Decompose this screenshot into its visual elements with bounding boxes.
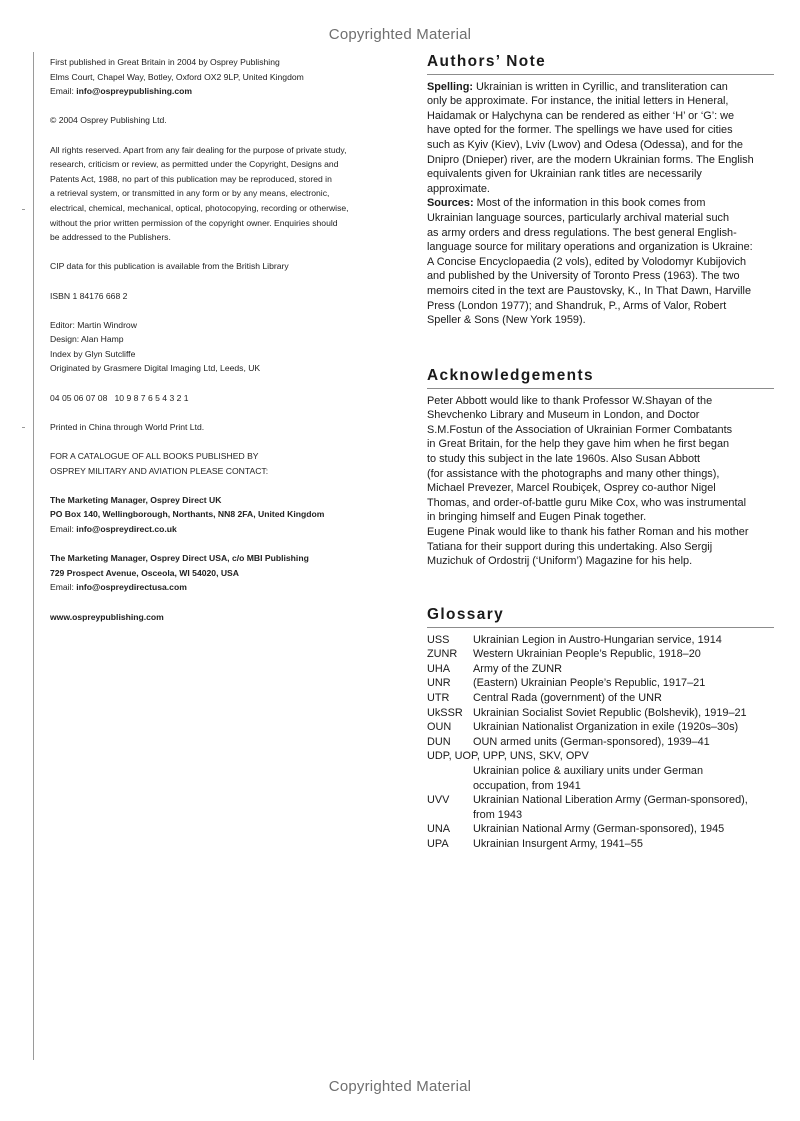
glossary-definition: Ukrainian National Army (German-sponsored), 1945 [473, 823, 725, 836]
credit-line: Index by Glyn Sutcliffe [50, 348, 136, 359]
glossary-row [427, 647, 774, 662]
glossary-term: UVV [427, 794, 450, 807]
credit-line: Editor: Martin Windrow [50, 319, 137, 330]
sources-para-line: Speller & Sons (New York 1959). [427, 314, 586, 327]
website-link[interactable]: www.ospreypublishing.com [50, 611, 164, 622]
spelling-para-line: Dnipro (Dnieper) river, are the modern Ukrainian forms. The English [427, 153, 754, 166]
sources-para-line: A Concise Encyclopaedia (2 vols), edited by Volodomyr Kubijovich [427, 255, 747, 268]
crop-mark [22, 209, 25, 210]
ack-line: Peter Abbott would like to thank Professor W.Shayan of the [427, 394, 713, 407]
glossary-row [427, 735, 774, 750]
authors-note-heading: Authors’ Note [427, 55, 774, 75]
spelling-para-line: Haidamak or Halychyna can be rendered as either ‘H’ or ‘G’: we [427, 109, 735, 122]
uk-contact-address: PO Box 140, Wellingborough, Northants, NN8 2FA, United Kingdom [50, 509, 325, 520]
copyright-line: © 2004 Osprey Publishing Ltd. [50, 115, 167, 126]
spelling-para-line: such as Kyiv (Kiev), Lviv (Lwov) and Odesa (Odessa), and for the [427, 138, 743, 151]
spelling-para-line: equivalents given for Ukrainian rank titles are necessarily [427, 168, 702, 181]
credit-line: Design: Alan Hamp [50, 334, 124, 345]
ack-line: Michael Prevezer, Marcel Roubiçek, Osprey co-author Nigel [427, 482, 716, 495]
glossary-term: UPA [427, 837, 449, 850]
catalogue-line: OSPREY MILITARY AND AVIATION PLEASE CONTACT: [50, 465, 269, 476]
ack-line: Eugene Pinak would like to thank his father Roman and his mother [427, 525, 749, 538]
ack-line: Tatiana for their support during this undertaking. Also Sergij [427, 540, 713, 553]
usa-email[interactable]: info@ospreydirectusa.com [76, 582, 187, 593]
glossary-term: UHA [427, 662, 450, 675]
rights-line: a retrieval system, or transmitted in any form or by any means, electronic, [50, 188, 330, 199]
publisher-email[interactable]: info@ospreypublishing.com [76, 86, 193, 97]
print-run-line: 04 05 06 07 08 10 9 8 7 6 5 4 3 2 1 [50, 392, 189, 403]
sources-para-line: memoirs cited in the text are Paustovsky, K., In That Dawn, Harville [427, 284, 752, 297]
glossary-term: USS [427, 633, 450, 646]
sources-para-line: as army orders and dress regulations. The best general English- [427, 226, 737, 239]
uk-contact-name: The Marketing Manager, Osprey Direct UK [50, 494, 222, 505]
watermark-top: Copyrighted Material [328, 26, 472, 43]
spelling-label: Spelling: [427, 80, 473, 93]
usa-email-line: Email: info@ospreydirectusa.com [50, 582, 187, 593]
glossary-definition: Ukrainian National Liberation Army (German-sponsored), [473, 794, 748, 807]
uk-email-line: Email: info@ospreydirect.co.uk [50, 524, 177, 534]
rights-line: All rights reserved. Apart from any fair dealing for the purpose of private study, [50, 144, 347, 155]
sources-para-line: language source for military operations and organization is Ukraine: [427, 241, 753, 254]
credit-line: Originated by Grasmere Digital Imaging Ltd, Leeds, UK [50, 363, 261, 374]
ack-line: Muzichuk of Ordostrij (‘Uniform’) Magazine for his help. [427, 555, 693, 568]
glossary-term: OUN [427, 721, 452, 734]
publisher-email-line: Email: info@ospreypublishing.com [50, 86, 193, 97]
glossary-section [427, 608, 774, 852]
sources-para-line: Sources: Most of the information in this book comes from [427, 197, 706, 210]
glossary-term: DUN [427, 735, 451, 748]
rights-line: Patents Act, 1988, no part of this publication may be reproduced, stored in [50, 173, 332, 184]
sources-label: Sources: [427, 197, 474, 210]
publisher-line: Elms Court, Chapel Way, Botley, Oxford OX2 9LP, United Kingdom [50, 71, 304, 82]
spelling-para-line: approximate. [427, 182, 490, 195]
glossary-term: UNR [427, 677, 451, 690]
publisher-line: First published in Great Britain in 2004 by Osprey Publishing [50, 57, 280, 67]
rights-line: without the prior written permission of the copyright owner. Enquiries should [50, 217, 338, 228]
crop-mark [22, 427, 25, 428]
rights-line: electrical, chemical, mechanical, optical, photocopying, recording or otherwise, [50, 202, 349, 213]
watermark-bottom: Copyrighted Material [328, 1078, 472, 1095]
spelling-para-line: Spelling: Ukrainian is written in Cyrillic, and transliteration can [427, 80, 728, 93]
sources-para-line: and published by the University of Toronto Press (1963). The two [427, 270, 740, 283]
spelling-para-line: only be approximate. For instance, the initial letters in Heneral, [427, 95, 729, 108]
glossary-definition: Ukrainian Insurgent Army, 1941–55 [473, 837, 643, 850]
glossary-row [427, 691, 774, 706]
glossary-definition: OUN armed units (German-sponsored), 1939–41 [473, 735, 710, 748]
glossary-row [427, 676, 774, 691]
glossary-term: UDP, UOP, UPP, UNS, SKV, OPV [427, 750, 589, 763]
glossary-heading: Glossary [427, 608, 774, 628]
isbn-line: ISBN 1 84176 668 2 [50, 290, 128, 301]
ack-line: in bringing himself and Eugen Pinak together. [427, 511, 647, 524]
glossary-term: UkSSR [427, 706, 463, 719]
glossary-definition: Western Ukrainian People’s Republic, 1918–20 [473, 648, 701, 661]
glossary-definition: Central Rada (government) of the UNR [473, 691, 662, 704]
glossary-row [427, 822, 774, 837]
authors-note-section [427, 55, 774, 328]
glossary-row [427, 720, 774, 735]
rights-line: be addressed to the Publishers. [50, 232, 171, 243]
glossary-definition: Ukrainian police & auxiliary units under German [473, 764, 704, 777]
glossary-definition: Ukrainian Nationalist Organization in exile (1920s–30s) [473, 721, 739, 734]
acknowledgements-heading: Acknowledgements [427, 369, 774, 389]
glossary-definition: (Eastern) Ukrainian People’s Republic, 1917–21 [473, 677, 706, 690]
glossary-row [427, 837, 774, 852]
cip-line: CIP data for this publication is available from the British Library [50, 261, 289, 272]
spelling-para-line: have opted for the former. The spellings we have used for cities [427, 124, 733, 137]
rights-line: research, criticism or review, as permitted under the Copyright, Designs and [50, 159, 339, 170]
glossary-row [427, 633, 774, 648]
glossary-term: UNA [427, 823, 450, 836]
ack-line: Shevchenko Library and Museum in London, and Doctor [427, 409, 700, 422]
glossary-definition: from 1943 [473, 808, 523, 821]
ack-line: Thomas, and order-of-battle guru Mike Cox, who was instrumental [427, 496, 746, 509]
glossary-row [427, 662, 774, 677]
usa-contact-name: The Marketing Manager, Osprey Direct USA, c/o MBI Publishing [50, 553, 309, 564]
imprint-column [50, 55, 400, 624]
usa-contact-address: 729 Prospect Avenue, Osceola, WI 54020, USA [50, 567, 239, 578]
glossary-definition: Army of the ZUNR [473, 662, 562, 675]
margin-rule [33, 52, 34, 1060]
uk-email[interactable]: info@ospreydirect.co.uk [76, 524, 177, 534]
glossary-definition: Ukrainian Legion in Austro-Hungarian service, 1914 [473, 633, 722, 646]
sources-para-line: Press (London 1977); and Shandruk, P., Arms of Valor, Robert [427, 299, 727, 312]
sources-para-line: Ukrainian language sources, particularly archival material such [427, 211, 730, 224]
glossary-definition: Ukrainian Socialist Soviet Republic (Bolshevik), 1919–21 [473, 706, 747, 719]
printed-line: Printed in China through World Print Ltd. [50, 421, 205, 432]
catalogue-line: FOR A CATALOGUE OF ALL BOOKS PUBLISHED BY [50, 451, 259, 462]
glossary-definition: occupation, from 1941 [473, 779, 581, 792]
ack-line: to study this subject in the late 1960s. Also Susan Abbott [427, 452, 701, 465]
glossary-row [427, 706, 774, 721]
acknowledgements-section [427, 369, 774, 569]
ack-line: (for assistance with the photographs and many other things), [427, 467, 720, 480]
glossary-row [427, 793, 774, 808]
ack-line: S.M.Fostun of the Association of Ukrainian Former Combatants [427, 423, 733, 436]
glossary-term: ZUNR [427, 648, 458, 661]
ack-line: in Great Britain, for the help they gave him when he first began [427, 438, 730, 451]
glossary-term: UTR [427, 691, 450, 704]
